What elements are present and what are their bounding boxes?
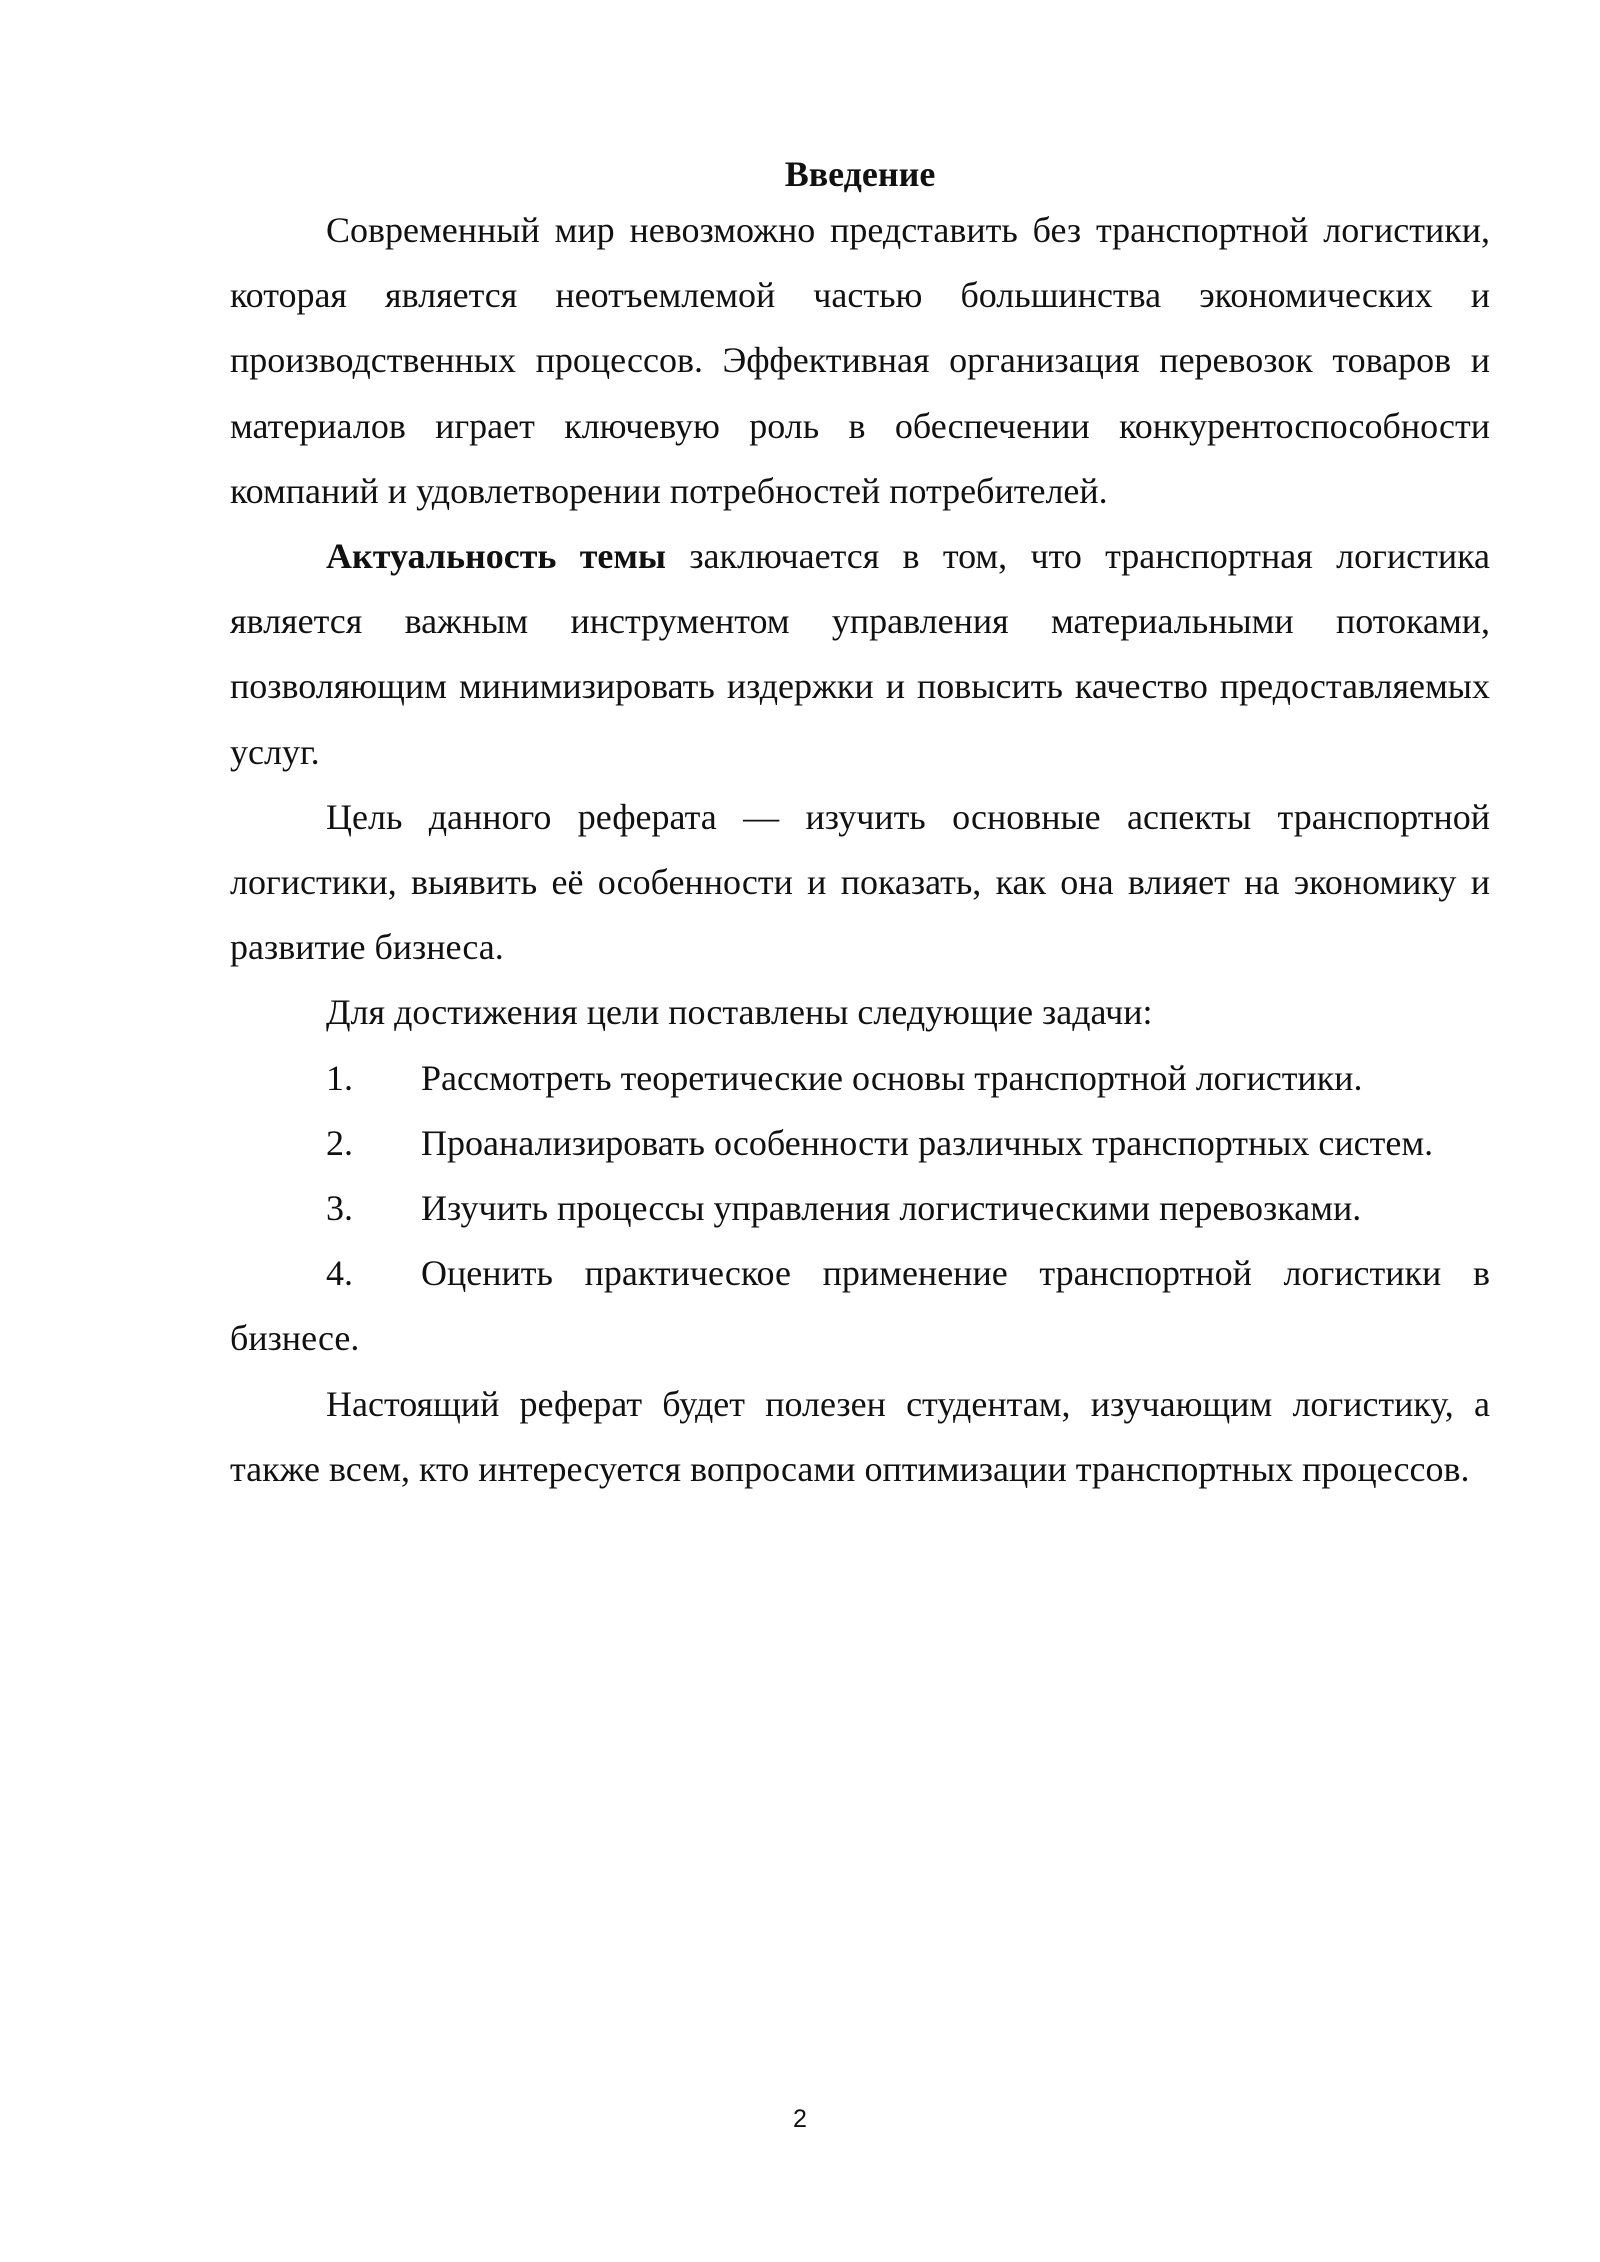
list-item bbox=[230, 1176, 1490, 1241]
relevance-paragraph bbox=[230, 524, 1490, 785]
list-item-text: Проанализировать особенности различных транспортных систем. bbox=[421, 1122, 1434, 1163]
list-item-number: 3. bbox=[326, 1188, 353, 1229]
intro-paragraph: Современный мир невозможно представить без транспортной логистики, которая является неотъемлемой частью большинства экономических и производственных процессов. Эффективная организация перевозок товаров и материалов играет ключевую роль в обеспечении конкурентоспособности компаний и удовлетворении потребностей потребителей. bbox=[230, 210, 1490, 511]
list-item-number: 1. bbox=[326, 1057, 353, 1098]
list-item-number: 2. bbox=[326, 1122, 353, 1163]
closing-paragraph: Настоящий реферат будет полезен студентам, изучающим логистику, а также всем, кто интересуется вопросами оптимизации транспортных процессов. bbox=[230, 1383, 1490, 1489]
list-item-text: Оценить практическое применение транспортной логистики в бизнесе. bbox=[230, 1253, 1490, 1359]
page-content bbox=[230, 150, 1490, 1502]
goal-paragraph: Цель данного реферата — изучить основные аспекты транспортной логистики, выявить её особенности и показать, как она влияет на экономику и развитие бизнеса. bbox=[230, 796, 1490, 968]
tasks-intro: Для достижения цели поставлены следующие задачи: bbox=[326, 992, 1153, 1033]
relevance-heading: Актуальность темы bbox=[326, 536, 667, 577]
list-item-number: 4. bbox=[326, 1253, 353, 1294]
page-number: 2 bbox=[793, 2105, 807, 2133]
list-item bbox=[230, 1046, 1490, 1111]
section-title: Введение bbox=[784, 154, 936, 194]
list-item bbox=[230, 1111, 1490, 1176]
list-item bbox=[230, 1241, 1490, 1371]
list-item-text: Рассмотреть теоретические основы транспортной логистики. bbox=[421, 1057, 1363, 1098]
list-item-text: Изучить процессы управления логистическими перевозками. bbox=[421, 1188, 1362, 1229]
relevance-text: заключается в том, что транспортная логистика является важным инструментом управления материальными потоками, позволяющим минимизировать издержки и повысить качество предоставляемых услуг. bbox=[230, 536, 1491, 772]
